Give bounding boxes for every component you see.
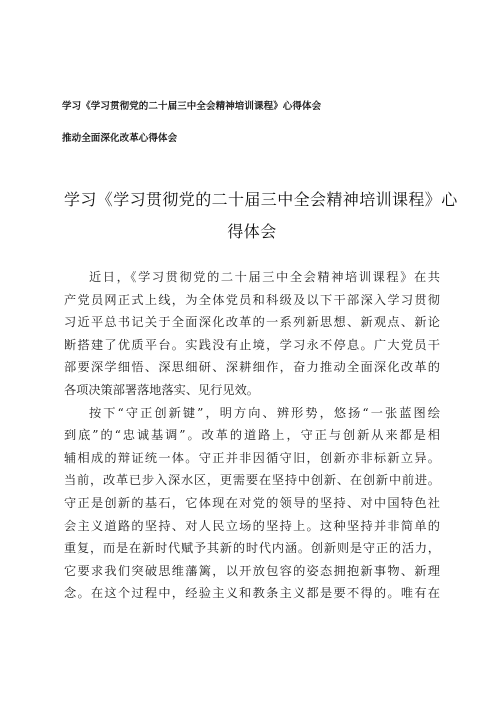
toc-item-2[interactable]: 推动全面深化改革心得体会	[62, 133, 178, 144]
paragraph-2-line-5: 守正是创新的基石，它体现在对党的领导的坚持、对中国特色社	[64, 495, 440, 510]
paragraph-1-line-1: 近日，《学习贯彻党的二十届三中全会精神培训课程》在共	[89, 270, 440, 284]
paragraph-1-line-6: 各项决策部署落地落实、见行见效。	[64, 382, 259, 397]
paragraph-1-line-3: 习近平总书记关于全面深化改革的一系列新思想、新观点、新论	[64, 315, 440, 330]
paragraph-2-line-9: 念。在这个过程中，经验主义和教条主义都是要不得的。唯有在	[64, 586, 440, 601]
paragraph-2-line-4: 当前，改革已步入深水区，更需要在坚持中创新、在创新中前进。	[64, 473, 440, 488]
paragraph-1-line-2: 产党员网正式上线，为全体党员和科级及以下干部深入学习贯彻	[64, 292, 440, 307]
paragraph-2-line-1: 按下“守正创新键”，明方向、辨形势，悠扬“一张蓝图绘	[89, 405, 440, 420]
paragraph-1-line-4: 断搭建了优质平台。实践没有止境，学习永不停息。广大党员干	[64, 337, 440, 352]
document-body	[64, 266, 440, 605]
title-line-2: 得体会	[227, 222, 277, 241]
title-line-1: 学习《学习贯彻党的二十届三中全会精神培训课程》心	[64, 190, 458, 209]
paragraph-2-line-3: 辅相成的辩证统一体。守正并非因循守旧，创新亦非标新立异。	[64, 450, 440, 465]
paragraph-2-line-6: 会主义道路的坚持、对人民立场的坚持上。这种坚持并非简单的	[64, 518, 440, 533]
document-title	[64, 184, 458, 248]
paragraph-1-line-5: 部要深学细悟、深思细研、深耕细作，奋力推动全面深化改革的	[64, 360, 440, 375]
paragraph-2-line-7: 重复，而是在新时代赋予其新的时代内涵。创新则是守正的活力，	[64, 541, 440, 556]
paragraph-2-line-2: 到底”的“忠诚基调”。改革的道路上，守正与创新从来都是相	[64, 428, 440, 443]
toc-item-1[interactable]: 学习《学习贯彻党的二十届三中全会精神培训课程》心得体会	[62, 101, 322, 112]
paragraph-2-line-8: 它要求我们突破思维藩篱，以开放包容的姿态拥抱新事物、新理	[64, 563, 440, 578]
